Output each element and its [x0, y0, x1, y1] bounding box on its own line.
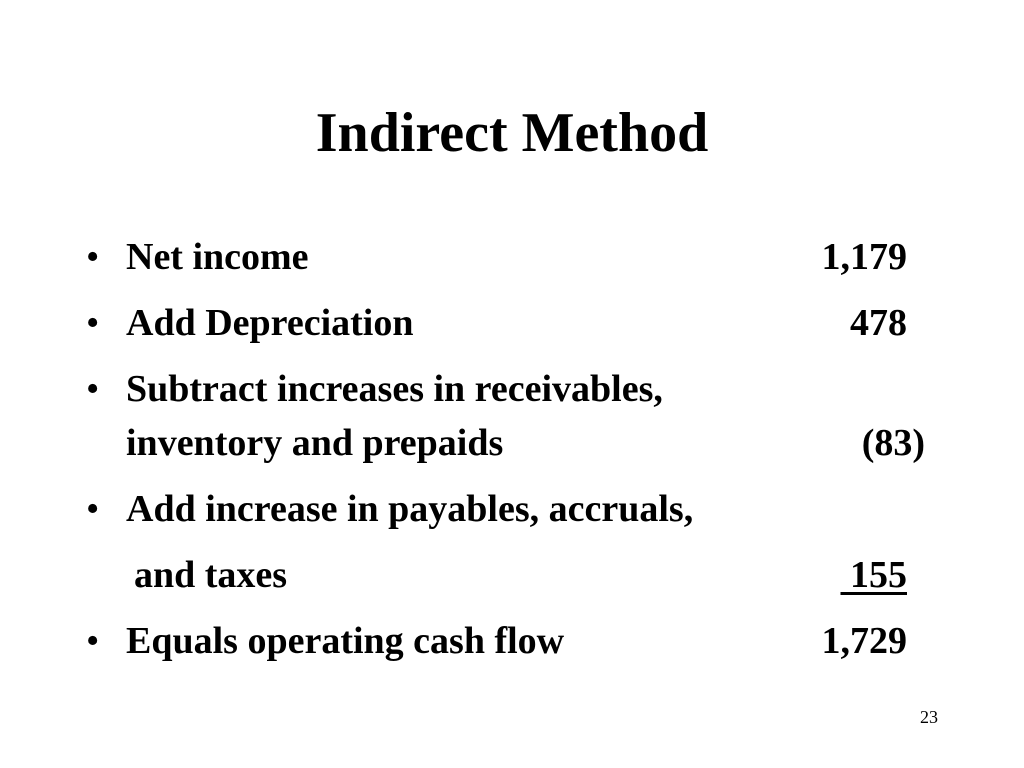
row-amount: 1,729: [821, 620, 907, 662]
row-operating-cash-flow: [0, 616, 1024, 666]
row-amount: 1,179: [821, 236, 907, 278]
row-amount: 478: [850, 302, 907, 344]
row-label: and taxes: [134, 554, 288, 596]
row-inventory-prepaids: [0, 418, 1024, 468]
row-label: Add increase in payables, accruals,: [126, 488, 694, 530]
slide-title: Indirect Method: [315, 102, 709, 164]
bullet-glyph: •: [86, 302, 100, 344]
row-amount: (83): [861, 422, 925, 464]
row-amount: 155: [840, 554, 907, 596]
row-add-increase-payables: [0, 484, 1024, 534]
row-add-depreciation: [0, 298, 1024, 348]
row-label: Net income: [126, 236, 309, 278]
row-subtract-increases: [0, 364, 1024, 414]
bullet-glyph: •: [86, 236, 100, 278]
bullet-glyph: •: [86, 488, 100, 530]
slide-number: 23: [920, 707, 938, 727]
row-and-taxes: [0, 550, 1024, 600]
bullet-glyph: •: [86, 368, 100, 410]
row-label: inventory and prepaids: [126, 422, 504, 464]
row-label: Subtract increases in receivables,: [126, 368, 663, 410]
row-net-income: [0, 232, 1024, 282]
row-label: Add Depreciation: [126, 302, 414, 344]
row-label: Equals operating cash flow: [126, 620, 565, 662]
bullet-glyph: •: [86, 620, 100, 662]
